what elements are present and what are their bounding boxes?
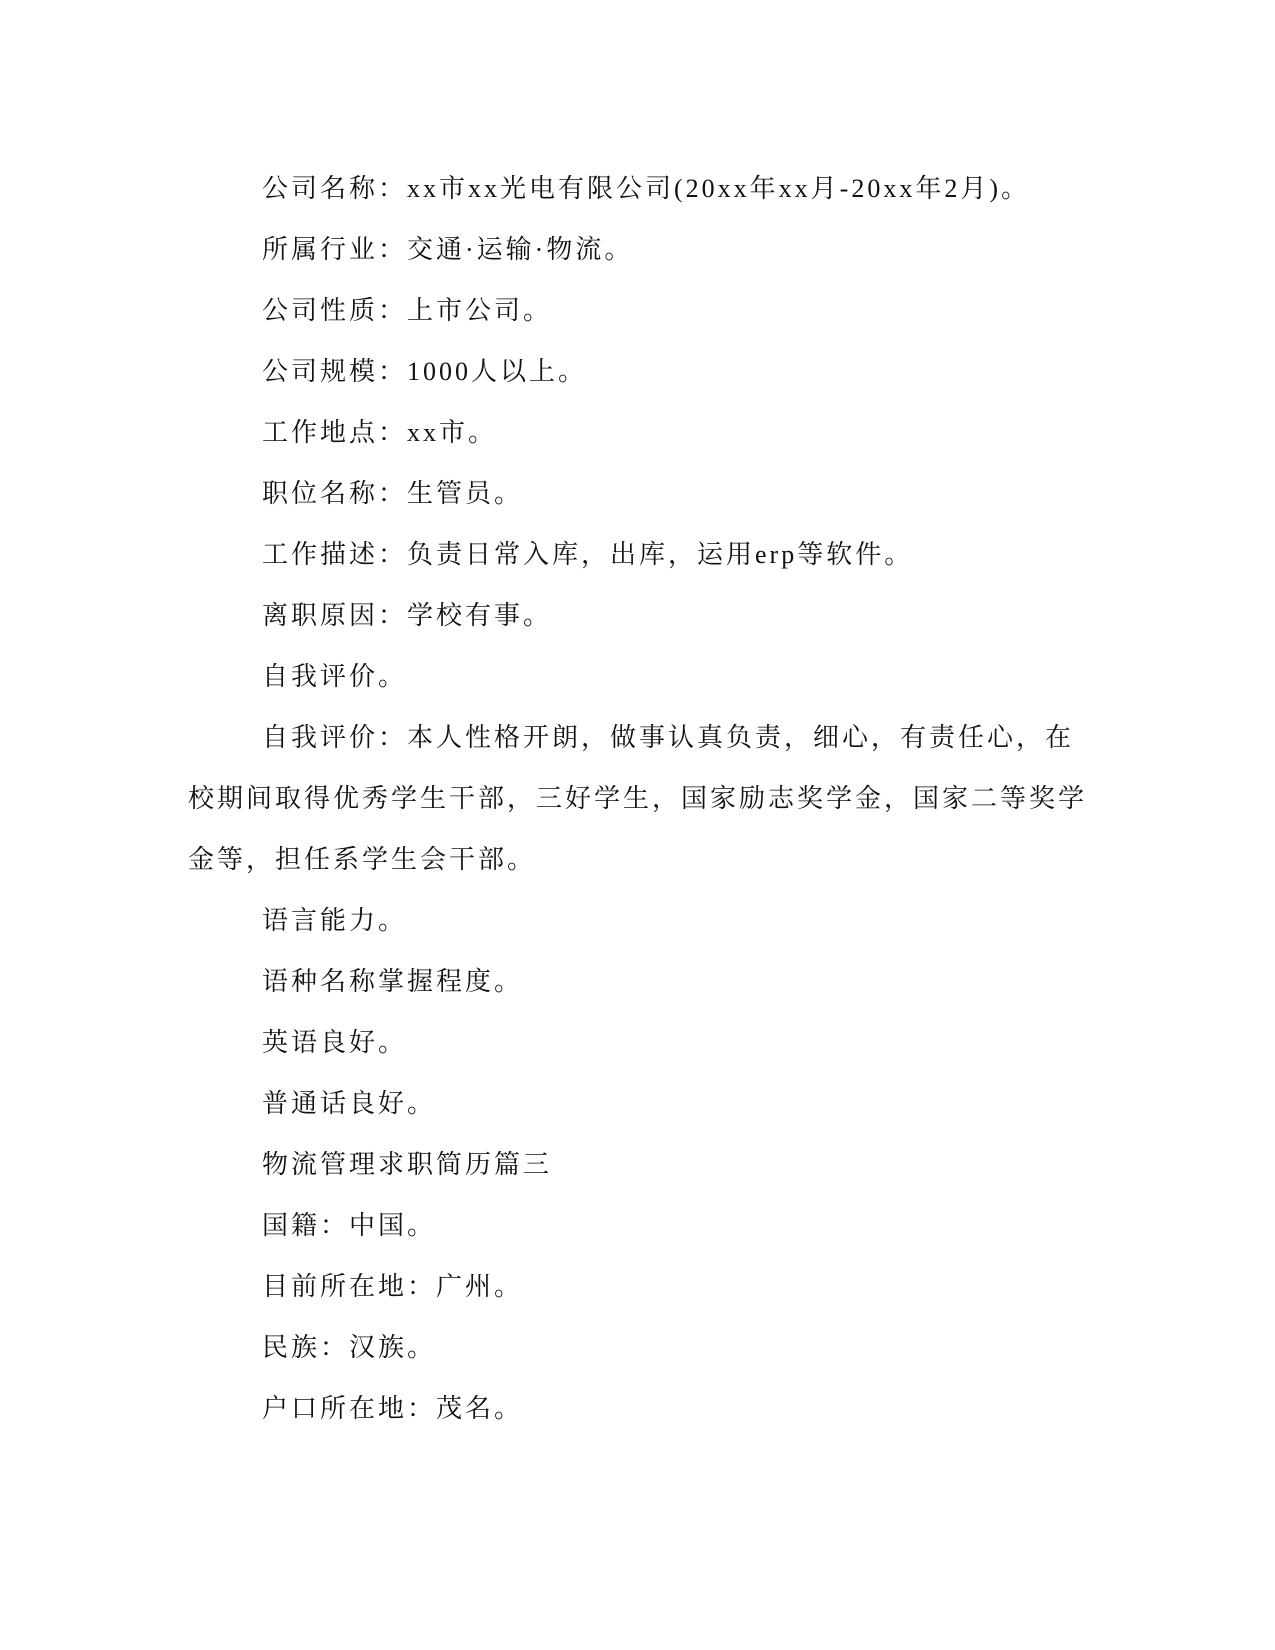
english-level-line: 英语良好。 <box>262 1028 408 1057</box>
household-registration-line: 户口所在地：茂名。 <box>262 1394 524 1423</box>
ethnicity-line: 民族：汉族。 <box>262 1333 437 1362</box>
self-evaluation-heading: 自我评价。 <box>262 662 408 691</box>
company-size-line: 公司规模：1000人以上。 <box>262 357 588 386</box>
resume-section-title: 物流管理求职简历篇三 <box>262 1150 553 1179</box>
leave-reason-line: 离职原因：学校有事。 <box>262 601 553 630</box>
self-evaluation-paragraph: 自我评价：本人性格开朗，做事认真负责，细心，有责任心，在校期间取得优秀学生干部，三好学生，国家励志奖学金，国家二等奖学金等，担任系学生会干部。 <box>188 723 1088 874</box>
industry-line: 所属行业：交通·运输·物流。 <box>262 235 634 264</box>
company-name-line: 公司名称：xx市xx光电有限公司(20xx年xx月-20xx年2月)。 <box>262 174 1030 203</box>
nationality-line: 国籍：中国。 <box>262 1211 437 1240</box>
document-body <box>188 158 1088 1439</box>
job-description-line: 工作描述：负责日常入库，出库，运用erp等软件。 <box>262 540 914 569</box>
language-ability-heading: 语言能力。 <box>262 906 408 935</box>
work-location-line: 工作地点：xx市。 <box>262 418 498 447</box>
position-line: 职位名称：生管员。 <box>262 479 524 508</box>
current-location-line: 目前所在地：广州。 <box>262 1272 524 1301</box>
mandarin-level-line: 普通话良好。 <box>262 1089 437 1118</box>
language-table-header: 语种名称掌握程度。 <box>262 967 524 996</box>
company-type-line: 公司性质：上市公司。 <box>262 296 553 325</box>
